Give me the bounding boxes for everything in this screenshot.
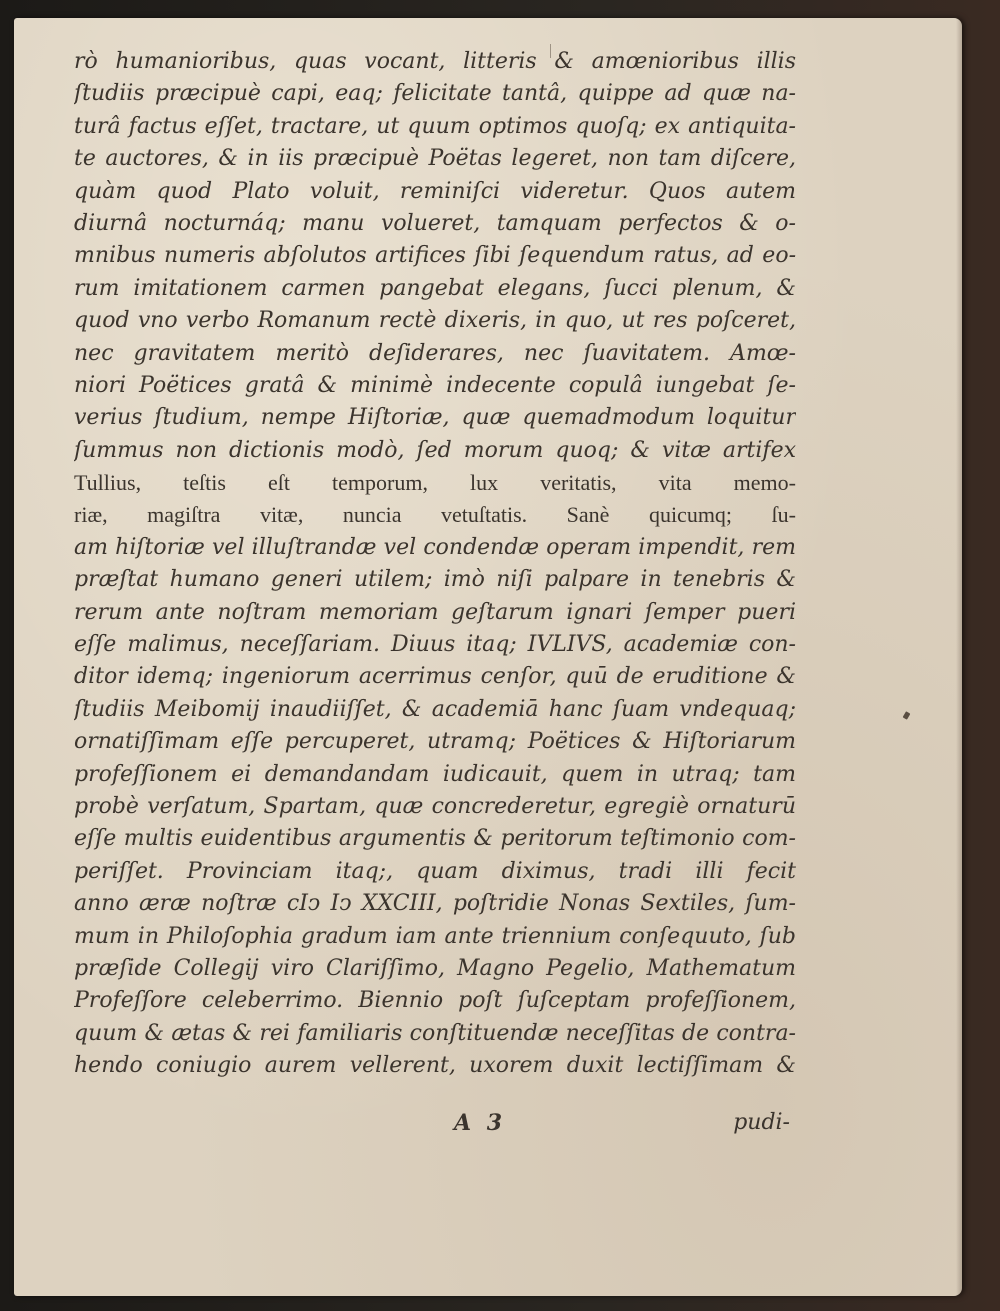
text-line: am hiſtoriæ vel illuſtrandæ vel condendæ operam impendit, rem: [74, 534, 796, 560]
text-line: turâ factus eſſet, tractare, ut quum optimos quoſq; ex antiquita-: [74, 113, 796, 139]
catchword: pudi-: [733, 1110, 790, 1135]
text-line: præſtat humano generi utilem; imò niſi palpare in tenebris &: [74, 567, 796, 593]
text-line: ditor idemq; ingeniorum acerrimus cenſor, quū de eruditione &: [74, 664, 796, 690]
text-line: niori Poëtices gratâ & minimè indecente copulâ iungebat ſe-: [74, 372, 796, 398]
text-line: quum & ætas & rei familiaris conſtituendæ neceſſitas de contra-: [74, 1020, 796, 1046]
text-line: præſide Collegij viro Clariſſimo, Magno Pegelio, Mathematum: [74, 955, 796, 981]
text-line: rum imitationem carmen pangebat elegans, ſucci plenum, &: [74, 275, 796, 301]
text-line: mnibus numeris abſolutos artifices ſibi ſequendum ratus, ad eo-: [74, 243, 796, 269]
text-line: eſſe malimus, neceſſariam. Diuus itaq; IVLIVS, academiæ con-: [74, 632, 796, 658]
signature-mark: A 3: [454, 1110, 507, 1136]
page-edge-shadow: [956, 18, 962, 1296]
text-line: periſſet. Provinciam itaq;, quam diximus, tradi illi fecit: [74, 858, 796, 884]
text-line: nec gravitatem meritò deſiderares, nec ſuavitatem. Amœ-: [74, 340, 796, 366]
text-line: ſtudiis Meibomij inaudiiſſet, & academiā hanc ſuam vndequaq;: [74, 696, 796, 722]
body-text: [74, 46, 796, 1083]
text-line: quod vno verbo Romanum rectè dixeris, in quo, ut res poſceret,: [74, 308, 796, 334]
text-line: hendo coniugio aurem vellerent, uxorem duxit lectiſſimam &: [74, 1053, 796, 1079]
text-line: Tullius, teſtis eſt temporum, lux veritatis, vita memo-: [74, 470, 796, 496]
text-line: rerum ante noſtram memoriam geſtarum ignari ſemper pueri: [74, 599, 796, 625]
text-line: rò humanioribus, quas vocant, litteris & amœnioribus illis: [74, 49, 796, 74]
text-line: quàm quod Plato voluit, reminiſci videretur. Quos autem: [74, 178, 796, 204]
text-line: diurnâ nocturnáq; manu volueret, tamquam perfectos & o-: [74, 210, 796, 236]
text-line: eſſe multis euidentibus argumentis & peritorum teſtimonio com-: [74, 826, 796, 852]
text-line: Profeſſore celeberrimo. Biennio poſt ſuſceptam profeſſionem,: [74, 988, 796, 1014]
text-line: riæ, magiſtra vitæ, nuncia vetuſtatis. Sanè quicumq; ſu-: [74, 502, 796, 528]
text-line: mum in Philoſophia gradum iam ante triennium conſequuto, ſub: [74, 923, 796, 949]
text-line: verius ſtudium, nempe Hiſtoriæ, quæ quemadmodum loquitur: [74, 405, 796, 431]
text-line: te auctores, & in iis præcipuè Poëtas legeret, non tam diſcere,: [74, 146, 796, 172]
text-line: ſtudiis præcipuè capi, eaq; felicitate tantâ, quippe ad quæ na-: [74, 81, 796, 107]
book-page: [14, 18, 962, 1296]
page-footer: [74, 1110, 796, 1150]
text-line: ſummus non dictionis modò, ſed morum quoq; & vitæ artifex: [74, 437, 796, 463]
text-line: probè verſatum, Spartam, quæ concrederetur, egregiè ornaturū: [74, 793, 796, 819]
text-line: profeſſionem ei demandandam iudicauit, quem in utraq; tam: [74, 761, 796, 787]
text-line: anno æræ noſtræ cIↄ Iↄ XXCIII, poſtridie Nonas Sextiles, ſum-: [74, 891, 796, 917]
text-line: ornatiſſimam eſſe percuperet, utramq; Poëtices & Hiſtoriarum: [74, 729, 796, 755]
